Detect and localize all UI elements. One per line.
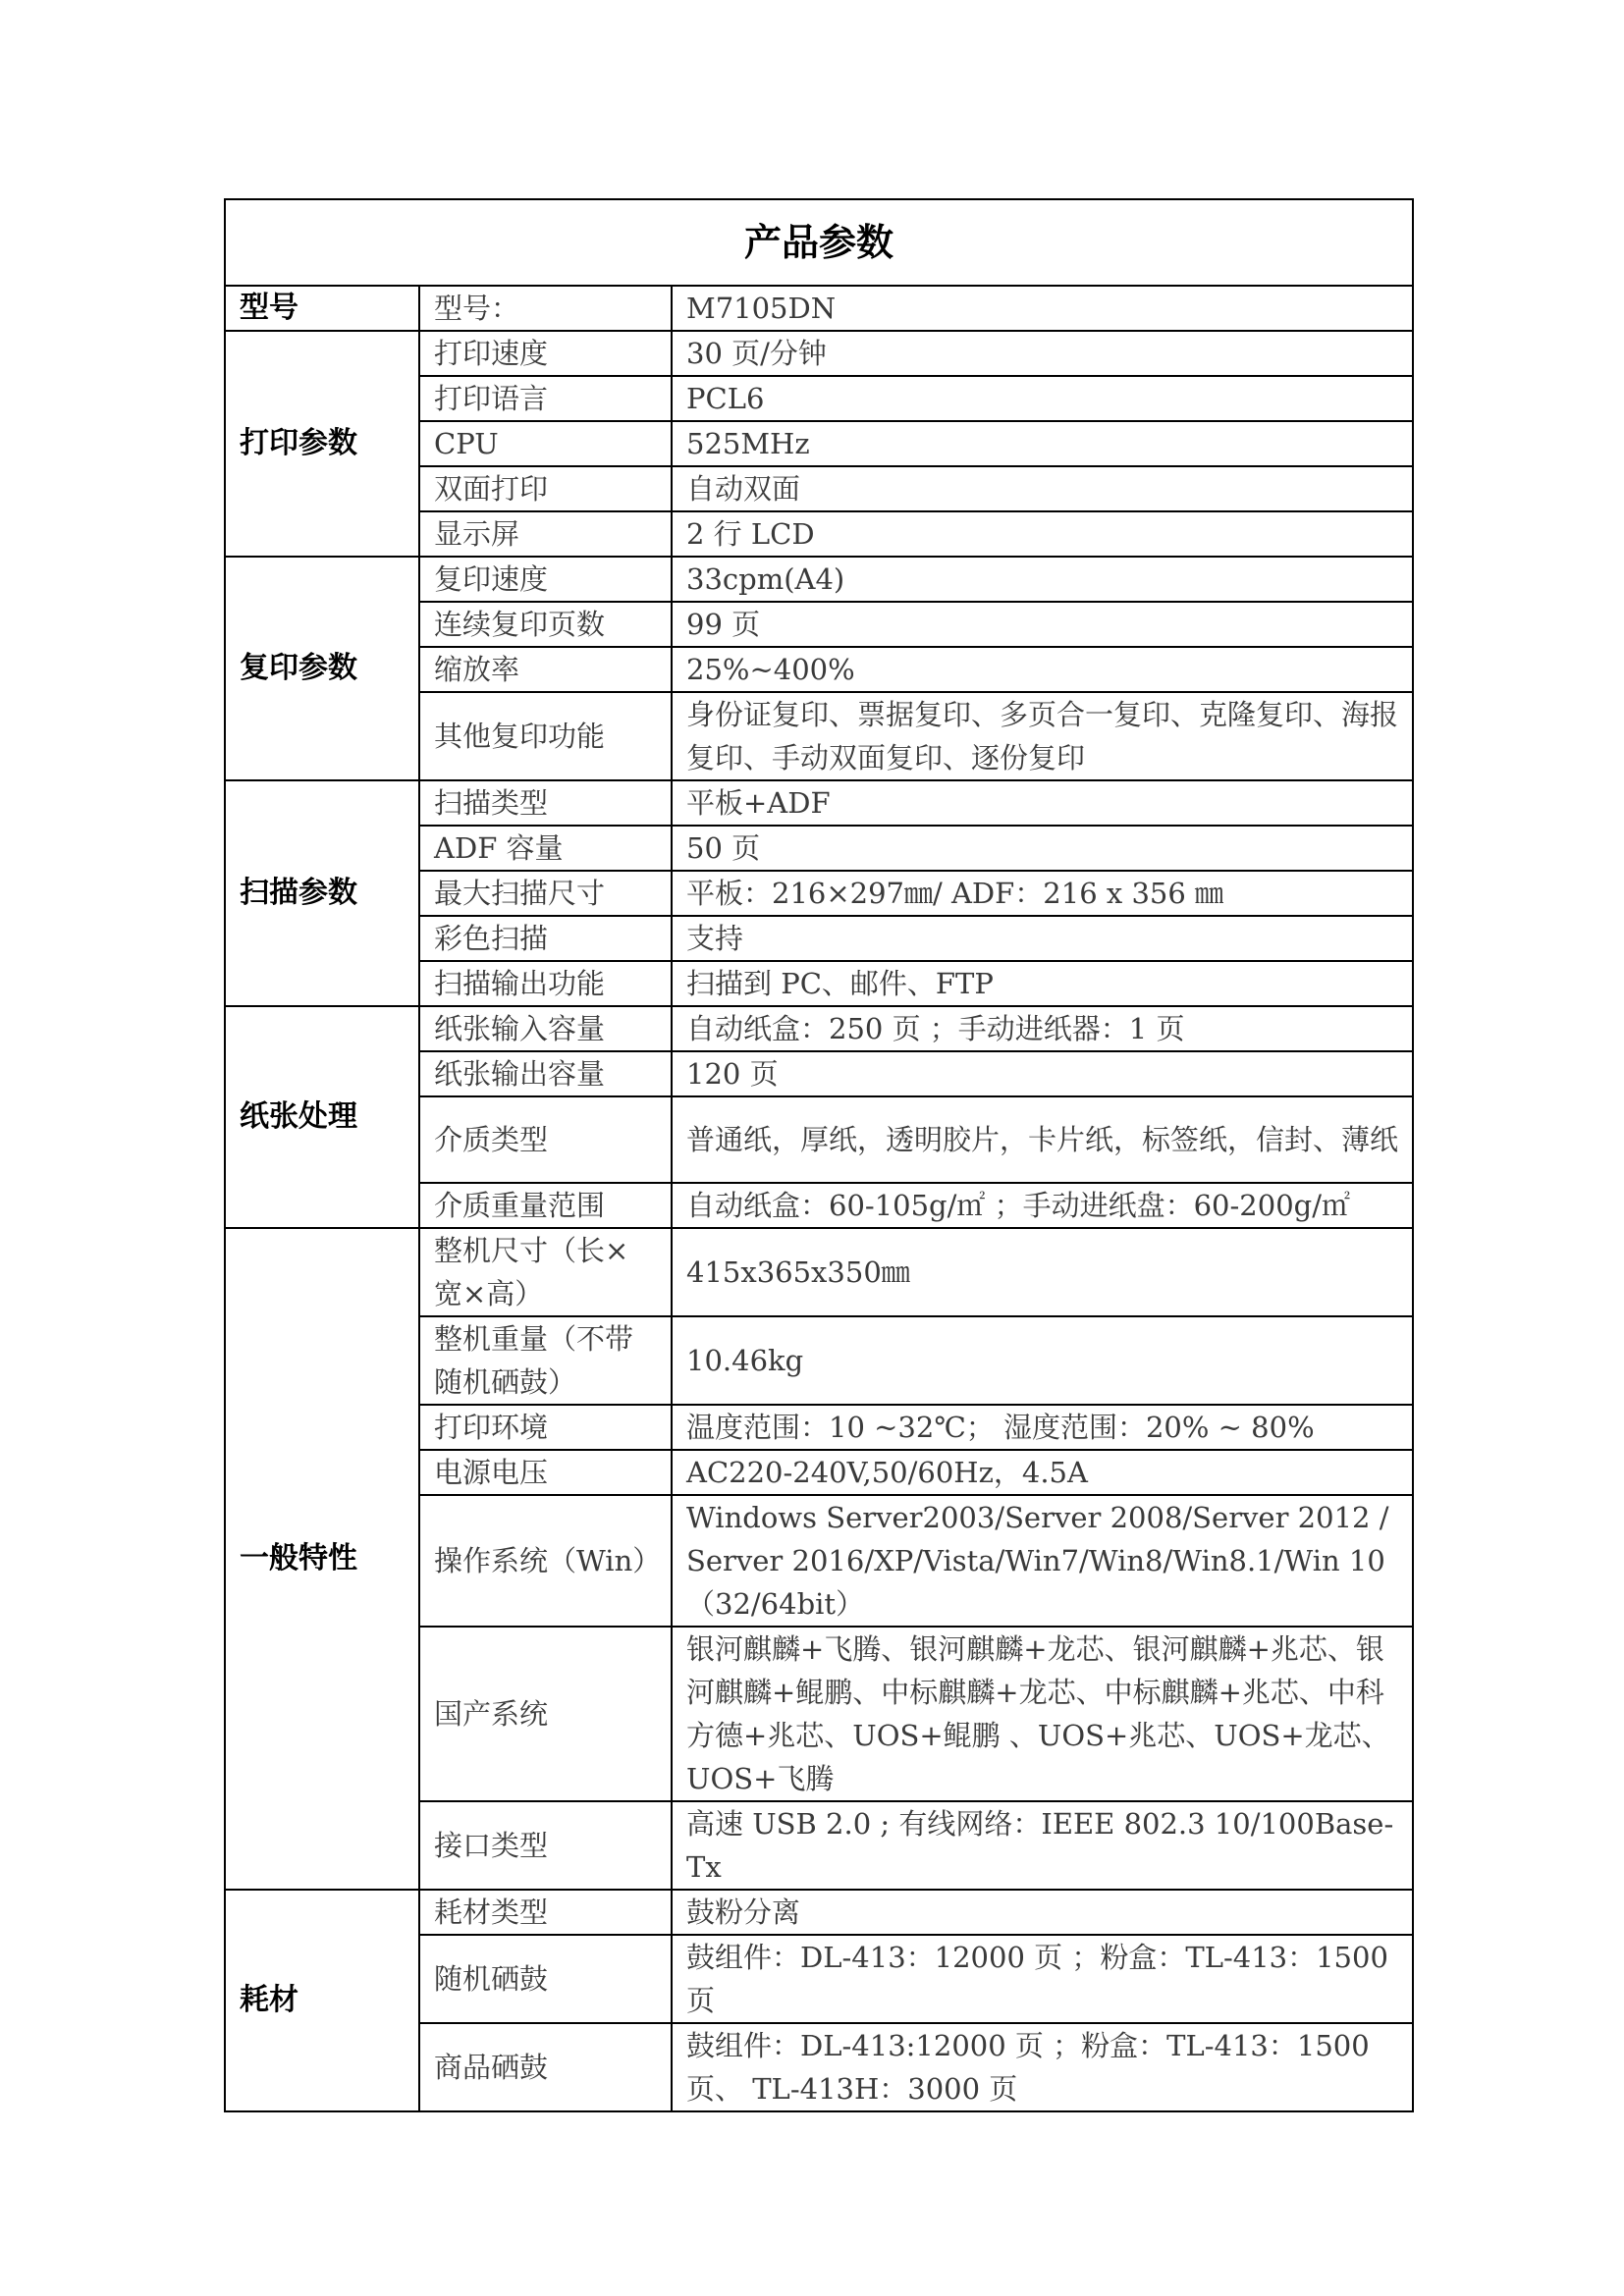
spec-table bbox=[224, 198, 1414, 2112]
param-name: 耗材类型 bbox=[419, 1890, 672, 1935]
param-value: 525MHz bbox=[672, 421, 1413, 466]
param-name: 电源电压 bbox=[419, 1450, 672, 1495]
param-value: 身份证复印、票据复印、多页合一复印、克隆复印、海报复印、手动双面复印、逐份复印 bbox=[672, 692, 1413, 780]
param-value: 普通纸，厚纸，透明胶片，卡片纸，标签纸，信封、薄纸 bbox=[672, 1096, 1413, 1183]
param-name: 扫描输出功能 bbox=[419, 961, 672, 1006]
param-name: 商品硒鼓 bbox=[419, 2023, 672, 2111]
group-label: 打印参数 bbox=[225, 331, 419, 557]
param-value: PCL6 bbox=[672, 376, 1413, 421]
param-value: M7105DN bbox=[672, 286, 1413, 331]
param-value: 鼓粉分离 bbox=[672, 1890, 1413, 1935]
table-row bbox=[225, 331, 1413, 376]
param-name: 接口类型 bbox=[419, 1801, 672, 1890]
group-label: 复印参数 bbox=[225, 557, 419, 780]
table-row bbox=[225, 286, 1413, 331]
param-value: 10.46kg bbox=[672, 1316, 1413, 1405]
param-name: 打印速度 bbox=[419, 331, 672, 376]
param-value: 扫描到 PC、邮件、FTP bbox=[672, 961, 1413, 1006]
group-label: 纸张处理 bbox=[225, 1006, 419, 1228]
param-name: 连续复印页数 bbox=[419, 602, 672, 647]
param-name: 最大扫描尺寸 bbox=[419, 871, 672, 916]
param-name: 介质类型 bbox=[419, 1096, 672, 1183]
param-value: 自动纸盒：250 页 ；手动进纸器：1 页 bbox=[672, 1006, 1413, 1051]
param-name: 介质重量范围 bbox=[419, 1183, 672, 1228]
param-name: 彩色扫描 bbox=[419, 916, 672, 961]
param-name: CPU bbox=[419, 421, 672, 466]
title-row bbox=[225, 199, 1413, 286]
param-value: 鼓组件：DL-413：12000 页 ；粉盒：TL-413：1500 页 bbox=[672, 1935, 1413, 2023]
param-value: 33cpm(A4) bbox=[672, 557, 1413, 602]
param-value: AC220-240V,50/60Hz，4.5A bbox=[672, 1450, 1413, 1495]
param-name: 纸张输出容量 bbox=[419, 1051, 672, 1096]
param-value: 120 页 bbox=[672, 1051, 1413, 1096]
param-name: 国产系统 bbox=[419, 1627, 672, 1801]
param-name: 整机尺寸（长×宽×高） bbox=[419, 1228, 672, 1316]
table-row bbox=[225, 1228, 1413, 1316]
param-value: 25%~400% bbox=[672, 647, 1413, 692]
param-name: 双面打印 bbox=[419, 466, 672, 511]
param-value: 温度范围：10 ~32℃； 湿度范围：20% ~ 80% bbox=[672, 1405, 1413, 1450]
group-label: 型号 bbox=[225, 286, 419, 331]
param-name: 打印环境 bbox=[419, 1405, 672, 1450]
param-value: 99 页 bbox=[672, 602, 1413, 647]
param-value: 415x365x350㎜ bbox=[672, 1228, 1413, 1316]
table-row bbox=[225, 780, 1413, 826]
param-value: 鼓组件：DL-413:12000 页 ；粉盒：TL-413：1500 页、 TL-413H：3000 页 bbox=[672, 2023, 1413, 2111]
param-name: 型号： bbox=[419, 286, 672, 331]
param-name: 其他复印功能 bbox=[419, 692, 672, 780]
table-row bbox=[225, 1890, 1413, 1935]
param-value: 自动双面 bbox=[672, 466, 1413, 511]
param-value: 自动纸盒：60-105g/㎡ ；手动进纸盘：60-200g/㎡ bbox=[672, 1183, 1413, 1228]
param-name: 显示屏 bbox=[419, 511, 672, 557]
table-row bbox=[225, 557, 1413, 602]
table-row bbox=[225, 1006, 1413, 1051]
table-title: 产品参数 bbox=[225, 199, 1413, 286]
param-value: 高速 USB 2.0 ; 有线网络：IEEE 802.3 10/100Base-Tx bbox=[672, 1801, 1413, 1890]
param-name: 复印速度 bbox=[419, 557, 672, 602]
group-label: 扫描参数 bbox=[225, 780, 419, 1006]
param-name: 缩放率 bbox=[419, 647, 672, 692]
group-label: 一般特性 bbox=[225, 1228, 419, 1890]
group-label: 耗材 bbox=[225, 1890, 419, 2111]
param-name: 操作系统（Win） bbox=[419, 1495, 672, 1627]
param-value: Windows Server2003/Server 2008/Server 2012 /Server 2016/XP/Vista/Win7/Win8/Win8.1/Win 10 （32/64bit） bbox=[672, 1495, 1413, 1627]
param-name: 扫描类型 bbox=[419, 780, 672, 826]
param-name: 纸张输入容量 bbox=[419, 1006, 672, 1051]
param-value: 2 行 LCD bbox=[672, 511, 1413, 557]
param-value: 50 页 bbox=[672, 826, 1413, 871]
param-value: 平板+ADF bbox=[672, 780, 1413, 826]
param-name: ADF 容量 bbox=[419, 826, 672, 871]
param-value: 银河麒麟+飞腾、银河麒麟+龙芯、银河麒麟+兆芯、银河麒麟+鲲鹏、中标麒麟+龙芯、中标麒麟+兆芯、中科方德+兆芯、UOS+鲲鹏 、UOS+兆芯、UOS+龙芯、UOS+飞腾 bbox=[672, 1627, 1413, 1801]
param-value: 30 页/分钟 bbox=[672, 331, 1413, 376]
param-value: 平板：216×297㎜/ ADF：216 x 356 ㎜ bbox=[672, 871, 1413, 916]
param-value: 支持 bbox=[672, 916, 1413, 961]
param-name: 随机硒鼓 bbox=[419, 1935, 672, 2023]
param-name: 整机重量（不带随机硒鼓） bbox=[419, 1316, 672, 1405]
param-name: 打印语言 bbox=[419, 376, 672, 421]
